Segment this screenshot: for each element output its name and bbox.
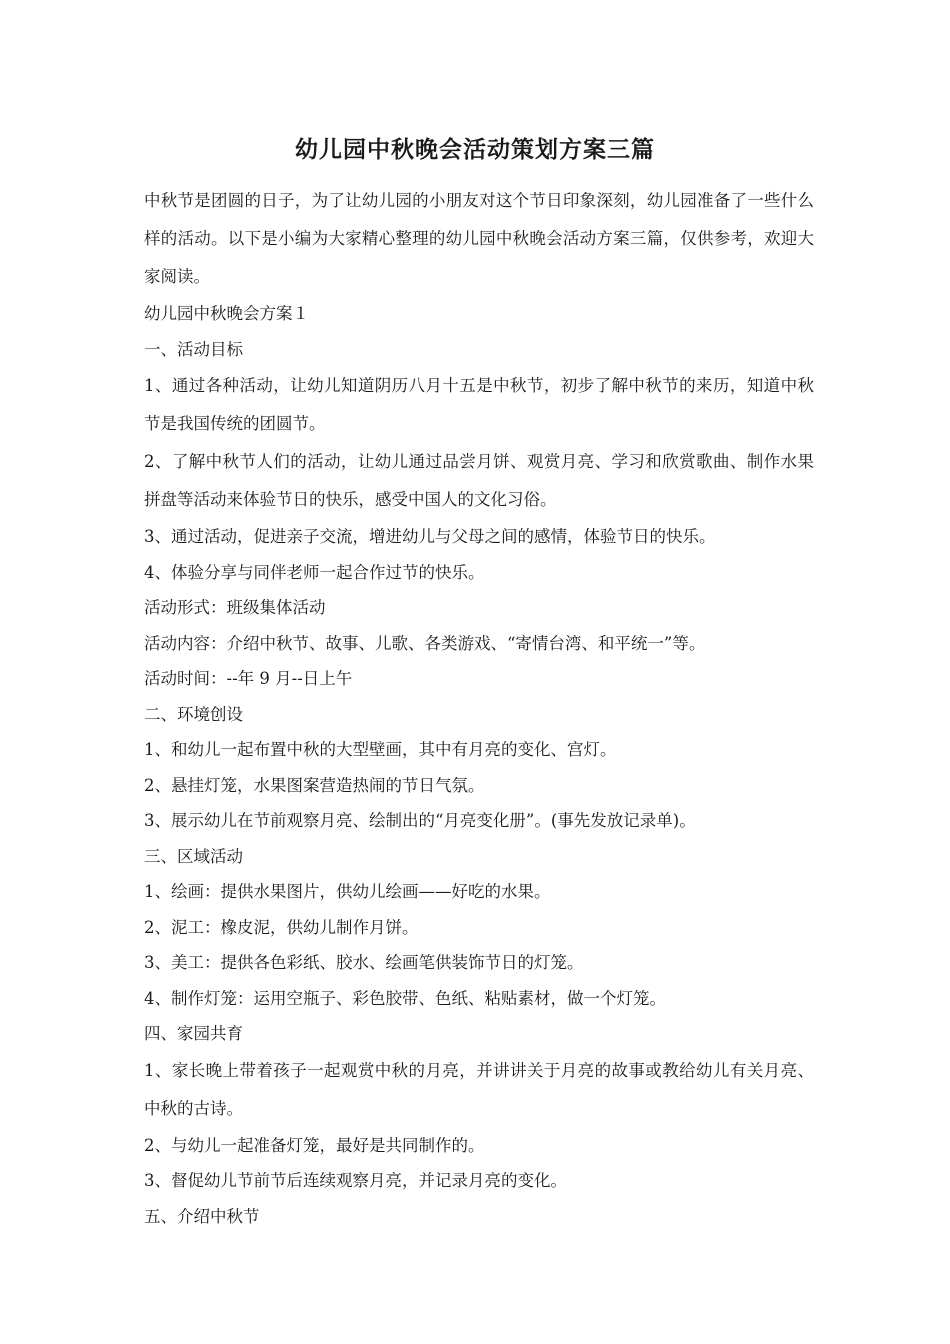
activity-content: 活动内容：介绍中秋节、故事、儿歌、各类游戏、“寄情台湾、和平统一”等。: [144, 633, 706, 653]
environment-item: 1、和幼儿一起布置中秋的大型壁画，其中有月亮的变化、宫灯。: [144, 740, 617, 759]
goal-item: 3、通过活动，促进亲子交流，增进幼儿与父母之间的感情，体验节日的快乐。: [144, 527, 716, 546]
intro-paragraph: 中秋节是团圆的日子，为了让幼儿园的小朋友对这个节日印象深刻，幼儿园准备了一些什么样的活动。以下是小编为大家精心整理的幼儿园中秋晚会活动方案三篇，仅供参考，欢迎大家阅读。: [144, 191, 814, 286]
section-heading-home: 四、家园共育: [144, 1024, 243, 1043]
environment-item: 2、悬挂灯笼，水果图案营造热闹的节日气氛。: [144, 775, 485, 795]
plan-heading: 幼儿园中秋晚会方案１: [144, 304, 309, 323]
home-item: 1、家长晚上带着孩子一起观赏中秋的月亮，并讲讲关于月亮的故事或教给幼儿有关月亮、中秋的古诗。: [144, 1060, 814, 1118]
home-item: 3、督促幼儿节前节后连续观察月亮，并记录月亮的变化。: [144, 1171, 567, 1190]
area-item: 2、泥工：橡皮泥，供幼儿制作月饼。: [144, 917, 419, 937]
area-item: 4、制作灯笼：运用空瓶子、彩色胶带、色纸、粘贴素材，做一个灯笼。: [144, 988, 666, 1008]
goal-item: 4、体验分享与同伴老师一起合作过节的快乐。: [144, 562, 485, 582]
area-item: 1、绘画：提供水果图片，供幼儿绘画——好吃的水果。: [144, 882, 551, 901]
section-heading-goals: 一、活动目标: [144, 339, 243, 359]
goal-item: 1、通过各种活动，让幼儿知道阴历八月十五是中秋节，初步了解中秋节的来历，知道中秋节是我国传统的团圆节。: [144, 376, 814, 433]
section-heading-areas: 三、区域活动: [144, 846, 243, 866]
section-heading-intro-festival: 五、介绍中秋节: [144, 1206, 260, 1226]
activity-time: 活动时间：--年 9 月--日上午: [144, 669, 353, 688]
area-item: 3、美工：提供各色彩纸、胶水、绘画笔供装饰节日的灯笼。: [144, 953, 584, 972]
document-body: [144, 182, 814, 1234]
document-title: 幼儿园中秋晚会活动策划方案三篇: [295, 136, 655, 163]
environment-item: 3、展示幼儿在节前观察月亮、绘制出的“月亮变化册”。(事先发放记录单)。: [144, 811, 696, 830]
activity-form: 活动形式：班级集体活动: [144, 598, 326, 617]
home-item: 2、与幼儿一起准备灯笼，最好是共同制作的。: [144, 1135, 485, 1155]
section-heading-environment: 二、环境创设: [144, 704, 243, 724]
goal-item: 2、了解中秋节人们的活动，让幼儿通过品尝月饼、观赏月亮、学习和欣赏歌曲、制作水果拼盘等活动来体验节日的快乐，感受中国人的文化习俗。: [144, 452, 814, 509]
